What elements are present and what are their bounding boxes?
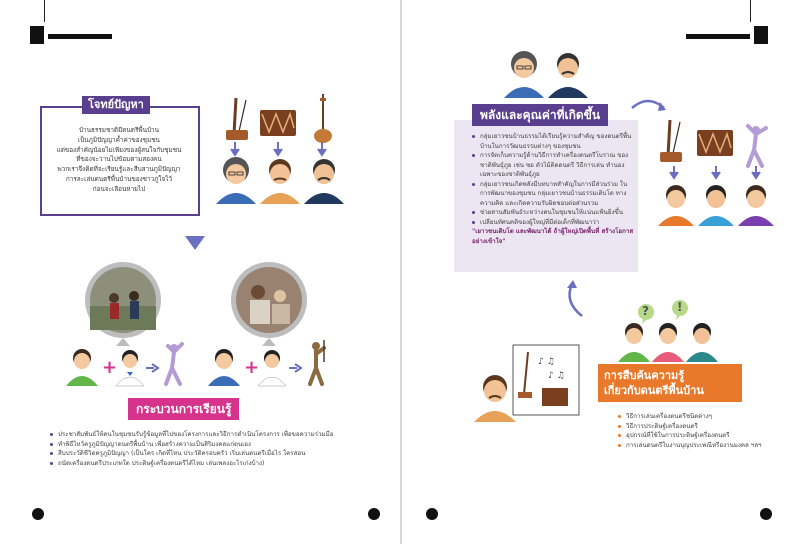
arrow-right-icon (289, 363, 303, 373)
plus-icon: + (102, 357, 118, 378)
value-quote: "เยาวชนเติบโต และพัฒนาได้ ถ้าผู้ใหญ่เปิดพื้นที่ สร้างโอกาส อย่างเข้าใจ" (472, 228, 634, 245)
value-list (470, 132, 634, 246)
svg-text:♪ ♫: ♪ ♫ (548, 371, 565, 381)
learning-list (48, 430, 378, 468)
registration-dot (32, 508, 44, 520)
kid-avatar-teal (684, 320, 720, 362)
old-man-avatar (546, 50, 590, 98)
research-list (616, 412, 786, 450)
corner-mark (30, 26, 44, 44)
musician-icon (304, 340, 328, 386)
value-title: พลังและคุณค่าที่เกิดขึ้น (472, 104, 608, 126)
exclaim-mark: ! (677, 300, 683, 314)
youth-avatar-2 (206, 346, 242, 386)
kid-avatar-green (616, 320, 652, 362)
crop-mark (750, 0, 751, 22)
crop-mark (44, 0, 45, 22)
registration-dot (426, 508, 438, 520)
research-item: วิธีการเล่นเครื่องดนตรีชนิดต่างๆ (626, 412, 786, 422)
research-item: การเล่นดนตรีในงานบุญประเพณีหรืองานมงคล ฯลฯ (626, 441, 786, 451)
research-item: อุปกรณ์ที่ใช้ในการประดิษฐ์เครื่องดนตรี (626, 431, 786, 441)
grandmother-avatar (214, 156, 258, 204)
value-item: กลุ่มเยาวชนเกิดพลังมีบทบาทสำคัญในการมีส่วนร่วม ในการพัฒนาของชุมชน กลุ่มเยาวชนบ้านธรรมเติบโต ทางความคิด และเกิดความรับผิดชอบต่อส่วนรวม (480, 180, 634, 209)
student-avatar (114, 346, 146, 386)
value-item: กลุ่มเยาวชนบ้านธรรมได้เรียนรู้ความสำคัญ ของดนตรีพื้นบ้านในการวัฒนธรรมต่างๆ ของชุมชน (480, 132, 634, 151)
drum-icon (259, 108, 297, 138)
grandmother-avatar (502, 50, 546, 98)
header-bar (686, 34, 750, 39)
svg-text:♪ ♫: ♪ ♫ (538, 357, 555, 367)
learning-item: ทำพิธีไหว้ครูภูมิปัญญาดนตรีพื้นบ้าน เพื่อสร้างความเป็นสิริมงคลแก่ตนเอง (58, 440, 378, 450)
research-item: วิธีการประดิษฐ์เครื่องดนตรี (626, 422, 786, 432)
learning-item-cont: ถนัดเครื่องดนตรีประเภทใด ประดิษฐ์เครื่องดนตรีได้ไหม เล่นเพลงอะไรเก่งบ้าง) (58, 459, 378, 469)
registration-dot (368, 508, 380, 520)
music-board-icon (512, 344, 580, 416)
right-page (402, 0, 800, 544)
kid-avatar-pink (650, 320, 686, 362)
fiddle-icon (224, 96, 254, 142)
registration-dot (760, 508, 772, 520)
question-mark: ? (642, 304, 649, 318)
value-item: การจัดเก็บความรู้ด้านวิธีการทำเครื่องดนตรีโบราณ ของชาติพันธุ์ภูย เช่น ซอ ตัวไม้ติดดนตรี วิธีการเล่น ทำนองเฉพาะของชาติพันธุ์ภูย (480, 151, 634, 180)
learning-item: ประชาสัมพันธ์ให้คนในชุมชนรับรู้ข้อมูลที่ไปของโครงการและวิธีการดำเนินโครงการ เพื่อขอความร่วมมือ (58, 430, 378, 440)
header-bar (48, 34, 112, 39)
dancer-icon (160, 342, 188, 386)
fiddle-icon (658, 118, 688, 164)
research-title-line2: เกี่ยวกับดนตรีพื้นบ้าน (604, 384, 704, 397)
kid-avatar-purple (736, 182, 776, 226)
arrow-right-icon (146, 363, 160, 373)
learning-item: สืบประวัติชีวิตครูภูมิปัญญา (เป็นใคร เกิดที่ไหน ประวัติครอบครัว เริ่มเล่นดนตรีเมื่อไร ใครสอน (58, 449, 378, 459)
problem-title: โจทย์ปัญหา (82, 96, 150, 114)
photo-circle-interview (230, 262, 308, 346)
learning-title: กระบวนการเรียนรู้ (128, 398, 239, 420)
research-title-line1: การสืบค้นความรู้ (604, 369, 685, 382)
lute-icon (312, 94, 334, 144)
kid-avatar-orange (656, 182, 696, 226)
research-title (598, 364, 742, 402)
plus-icon: + (244, 357, 260, 378)
student-avatar-2 (256, 346, 288, 386)
kid-avatar-blue (696, 182, 736, 226)
old-man-avatar (302, 156, 346, 204)
corner-mark (754, 26, 768, 44)
photo-circle-performance (84, 262, 162, 346)
drum-icon (696, 128, 734, 158)
value-item: เปลี่ยนทัศนคติของผู้ใหญ่ที่มีต่อเด็กที่พัฒนาว่า (480, 218, 634, 228)
youth-avatar (64, 346, 100, 386)
curved-arrow-icon (562, 280, 586, 320)
dancer-icon (742, 124, 770, 168)
problem-text: บ้านธรรมชาติมีดนตรีพื้นบ้าน เป็นภูมิปัญญาค้ำค่าของชุมชน แต่ของสำคัญน้อยไม่เพียงของผู้สนใจกับชุมชน ที่ของจะวานไปข้อมตามสองคน พวกเราจึงคิดที่จะเรียนรู้และสืบสานภูมิปัญญา การละเล่นดนตรีพื้นบ้านของชาวภูใจไว้ ก่อนจะเลือนหายไป (56, 126, 182, 193)
man-avatar (258, 156, 302, 204)
curved-arrow-icon (630, 98, 670, 118)
value-item: ช่วยสานสัมพันธ์ระหว่างคนในชุมชนให้แน่นแฟ้นยิ่งขึ้น (480, 208, 634, 218)
flow-arrow-down (185, 236, 205, 250)
arrow-down-icon (668, 166, 768, 180)
